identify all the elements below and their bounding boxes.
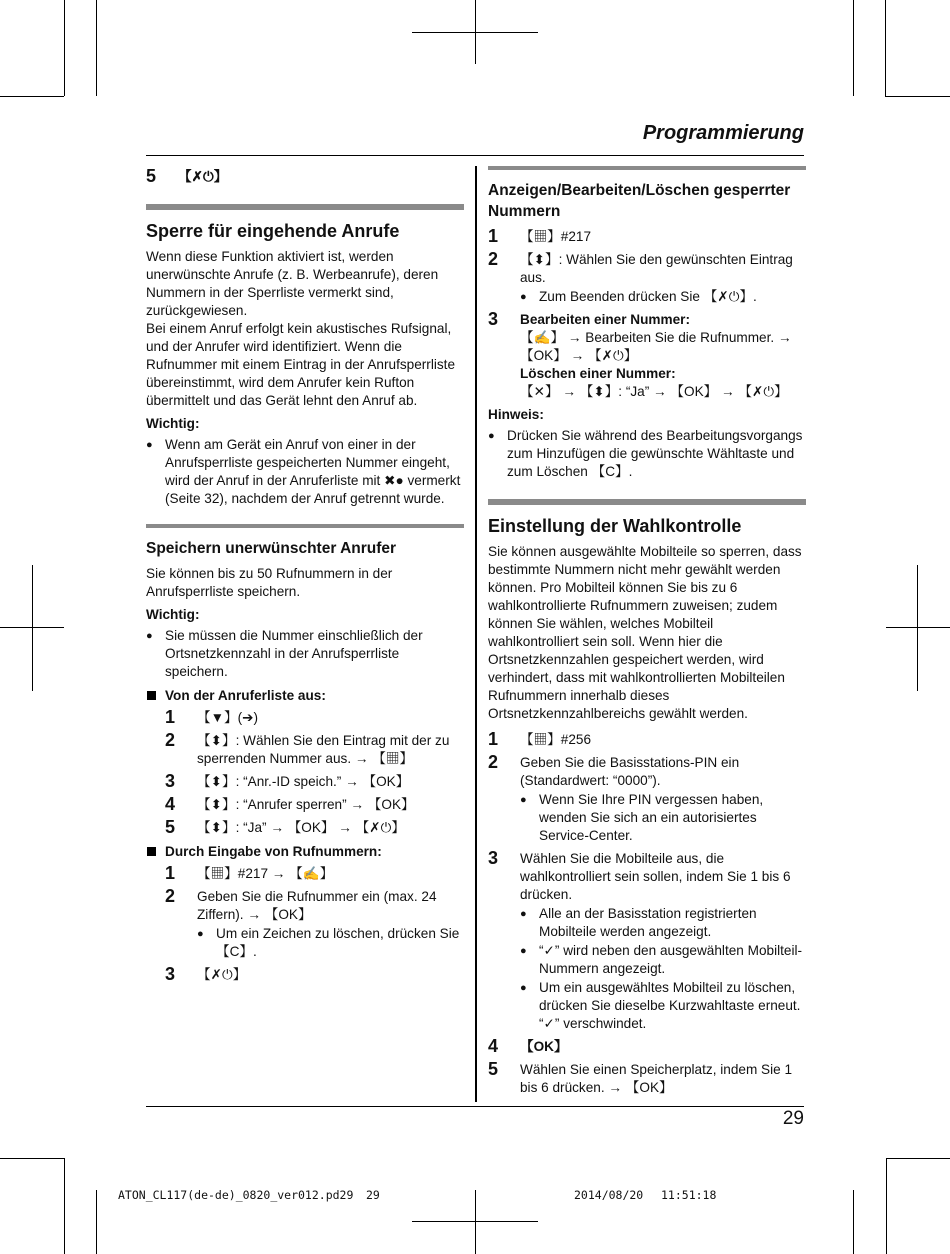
step-number: 5 xyxy=(146,166,157,186)
crop-mark xyxy=(475,1190,476,1254)
subsection-title: Von der Anruferliste aus: xyxy=(146,687,464,705)
step-item xyxy=(165,966,464,984)
step-text: 【⬍】: “Anr.-ID speich.” → 【OK】 xyxy=(197,774,410,789)
step-text: 【▦】#256 xyxy=(520,732,592,747)
crop-mark xyxy=(886,1158,887,1254)
step-number: 2 xyxy=(165,730,176,750)
bullet-item: ● Um ein Zeichen zu löschen, drücken Sie 【C】. xyxy=(197,925,464,961)
step-text: Wählen Sie die Mobilteile aus, die wahlkontrolliert sein sollen, indem Sie 1 bis 6 drücken. xyxy=(520,851,791,902)
important-label: Wichtig: xyxy=(146,416,200,431)
bullet-item: ● Alle an der Basisstation registrierten Mobilteile werden angezeigt. xyxy=(520,905,806,941)
step-number: 3 xyxy=(488,309,499,329)
column-divider xyxy=(475,166,477,1102)
crop-mark xyxy=(885,0,886,96)
crop-mark xyxy=(64,1158,65,1254)
crop-mark xyxy=(0,96,64,97)
step-number: 4 xyxy=(488,1036,499,1056)
note-label: Hinweis: xyxy=(488,407,544,422)
bullet-item: ● “✓” wird neben den ausgewählten Mobilteil-Nummern angezeigt. xyxy=(520,942,806,978)
crop-mark xyxy=(886,1158,950,1159)
step-item xyxy=(488,754,806,845)
paragraph: Wenn diese Funktion aktiviert ist, werden unerwünschte Anrufe (z. B. Werbeanrufe), deren Nummern in der Sperrliste vermerkt sind, zurückgewiesen. xyxy=(146,249,439,318)
step-text: 【⬍】: “Anrufer sperren” → 【OK】 xyxy=(197,797,415,812)
step-item xyxy=(165,865,464,883)
step-list xyxy=(146,709,464,837)
section-rule xyxy=(488,166,806,170)
section-rule xyxy=(146,524,464,528)
step-item xyxy=(488,1061,806,1097)
print-file-name: ATON_CL117(de-de)_0820_ver012.pd29 xyxy=(118,1188,354,1202)
step-number: 1 xyxy=(165,863,176,883)
step-number: 3 xyxy=(165,964,176,984)
step-item xyxy=(488,1038,806,1056)
bullet-item: ● Wenn am Gerät ein Anruf von einer in der Anrufsperrliste gespeicherten Nummer eingeht, wird der Anruf in der Anruferliste mit ✖● vermerkt (Seite 32), nachdem der Anruf getrennt wurde. xyxy=(146,436,464,508)
step-5 xyxy=(146,168,464,186)
page-number: 29 xyxy=(782,1108,804,1129)
crop-mark xyxy=(64,0,65,96)
step-number: 2 xyxy=(488,249,499,269)
crop-mark xyxy=(0,1158,64,1159)
step-text: 【✕】 → 【⬍】: “Ja” → 【OK】 → 【✗⏻】 xyxy=(520,384,788,399)
step-item xyxy=(488,311,806,401)
paragraph: Sie können ausgewählte Mobilteile so sperren, dass bestimmte Nummern nicht mehr gewählt werden können. Pro Mobilteil können Sie bis zu 6 wahlkontrollierte Rufnummern zuweisen; zudem können Sie wählen, welches Mobilteil wahlkontrolliert sein soll. Wenn hier die Ortsnetzkennzahlen gespeichert werden, wird verhindert, dass mit wahlkontrollierten Mobilteilen Rufnummern innerhalb dieses Ortsnetzkennzahlbereichs gewählt werden. xyxy=(488,544,802,721)
step-text: 【⬍】: “Ja” → 【OK】 → 【✗⏻】 xyxy=(197,820,405,835)
crop-mark xyxy=(885,96,950,97)
print-date: 2014/08/20 xyxy=(574,1188,644,1202)
section-title: Anzeigen/Bearbeiten/Löschen gesperrter Nummern xyxy=(488,182,791,220)
bullet-item: ● Um ein ausgewähltes Mobilteil zu löschen, drücken Sie dieselbe Kurzwahltaste erneut. “✓” verschwindet. xyxy=(520,979,806,1033)
important-label: Wichtig: xyxy=(146,607,200,622)
paragraph: Bei einem Anruf erfolgt kein akustisches Rufsignal, und der Anrufer wird identifiziert. Wenn die Rufnummer mit einem Eintrag in der Anrufsperrliste übereinstimmt, wird dem Anrufer kein Rufton übermittelt und das Gerät lehnt den Anruf ab. xyxy=(146,321,455,408)
step-number: 3 xyxy=(488,848,499,868)
crop-mark xyxy=(853,1190,854,1254)
step-item xyxy=(165,709,464,727)
step-number: 1 xyxy=(488,226,499,246)
off-key: 【✗⏻】 xyxy=(178,169,228,184)
step-item xyxy=(488,228,806,246)
bullet-item: ● Wenn Sie Ihre PIN vergessen haben, wenden Sie sich an ein autorisiertes Service-Center. xyxy=(520,791,806,845)
step-number: 1 xyxy=(165,707,176,727)
crop-mark xyxy=(853,0,854,96)
crop-mark xyxy=(32,565,33,691)
step-text: 【✍】 → Bearbeiten Sie die Rufnummer. → 【OK】 → 【✗⏻】 xyxy=(520,330,792,363)
step-subtitle: Bearbeiten einer Nummer: xyxy=(520,312,690,327)
crop-mark xyxy=(96,1190,97,1254)
step-text: Geben Sie die Basisstations-PIN ein (Standardwert: “0000”). xyxy=(520,755,740,788)
bullet-item: ● Zum Beenden drücken Sie 【✗⏻】. xyxy=(520,288,806,306)
crop-mark xyxy=(475,0,476,64)
subsection-title: Durch Eingabe von Rufnummern: xyxy=(146,843,464,861)
step-text: 【⬍】: Wählen Sie den gewünschten Eintrag aus. xyxy=(520,252,793,285)
step-number: 2 xyxy=(488,752,499,772)
step-number: 2 xyxy=(165,886,176,906)
step-subtitle: Löschen einer Nummer: xyxy=(520,366,676,381)
footer-rule xyxy=(146,1106,804,1107)
crop-mark xyxy=(96,0,97,96)
step-text: 【▼】(➔) xyxy=(197,710,259,725)
section-title: Einstellung der Wahlkontrolle xyxy=(488,516,742,536)
step-item xyxy=(165,732,464,768)
bullet-item: ● Drücken Sie während des Bearbeitungsvorgangs zum Hinzufügen die gewünschte Wähltaste und zum Löschen 【C】. xyxy=(488,427,806,481)
step-number: 3 xyxy=(165,771,176,791)
step-number: 5 xyxy=(488,1059,499,1079)
section-title: Speichern unerwünschter Anrufer xyxy=(146,540,397,557)
step-text: 【▦】#217 → 【✍】 xyxy=(197,866,334,881)
step-text: 【⬍】: Wählen Sie den Eintrag mit der zu sperrenden Nummer aus. → 【▦】 xyxy=(197,733,450,766)
right-column xyxy=(488,166,806,1102)
step-text: 【✗⏻】 xyxy=(197,967,247,982)
print-file-page: 29 xyxy=(366,1188,380,1202)
left-column xyxy=(146,166,464,989)
ok-key: 【OK】 xyxy=(520,1039,568,1054)
step-item xyxy=(165,796,464,814)
bullet-item: ● Sie müssen die Nummer einschließlich der Ortsnetzkennzahl in der Anrufsperrliste speichern. xyxy=(146,627,464,681)
step-list xyxy=(146,865,464,984)
step-text: Geben Sie die Rufnummer ein (max. 24 Ziffern). → 【OK】 xyxy=(197,889,437,922)
step-item xyxy=(165,819,464,837)
step-number: 1 xyxy=(488,729,499,749)
step-item xyxy=(488,731,806,749)
paragraph: Sie können bis zu 50 Rufnummern in der Anrufsperrliste speichern. xyxy=(146,566,393,599)
section-rule xyxy=(146,204,464,210)
section-title: Sperre für eingehende Anrufe xyxy=(146,221,400,241)
step-item xyxy=(488,850,806,1033)
page-header-title: Programmierung xyxy=(642,122,804,144)
step-item xyxy=(165,888,464,961)
step-number: 5 xyxy=(165,817,176,837)
section-rule xyxy=(488,499,806,505)
step-number: 4 xyxy=(165,794,176,814)
print-time: 11:51:18 xyxy=(661,1188,717,1202)
step-text: Wählen Sie einen Speicherplatz, indem Sie 1 bis 6 drücken. → 【OK】 xyxy=(520,1062,793,1095)
step-item xyxy=(165,773,464,791)
step-text: 【▦】#217 xyxy=(520,229,592,244)
crop-mark xyxy=(917,565,918,691)
step-item xyxy=(488,251,806,306)
crop-mark xyxy=(886,627,950,628)
header-rule xyxy=(146,155,804,156)
